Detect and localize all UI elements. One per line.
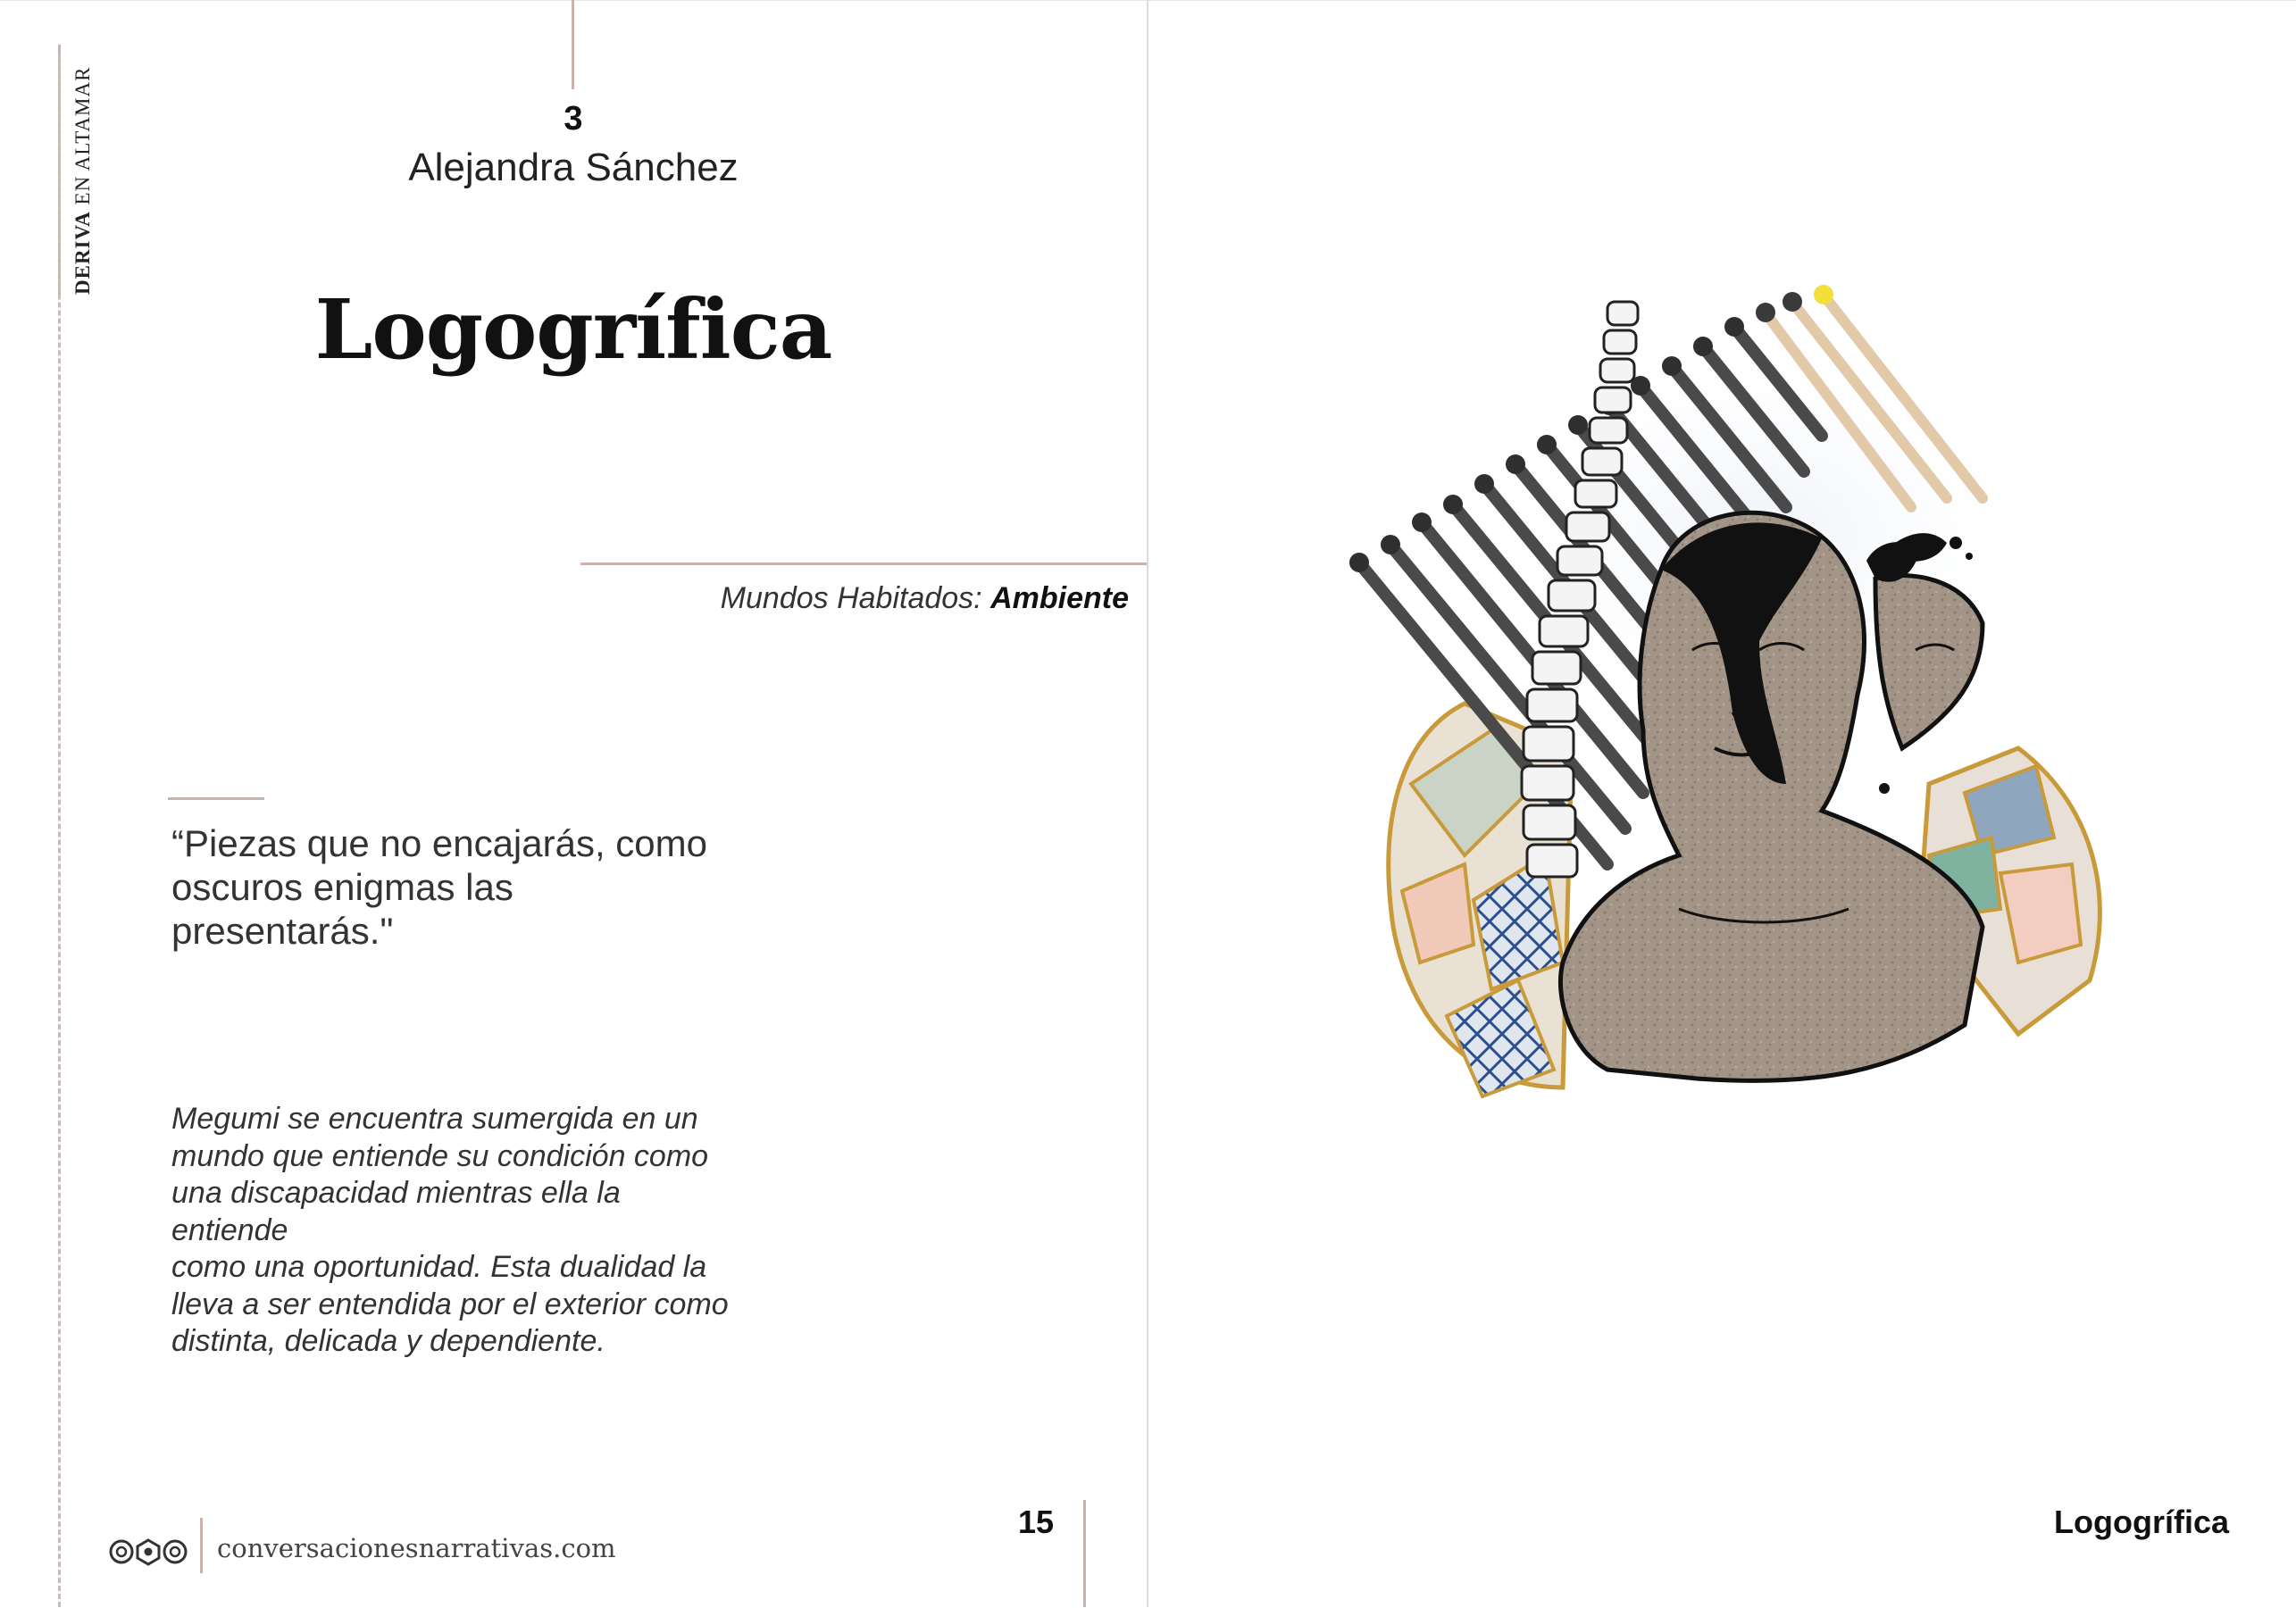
author-name: Alejandra Sánchez: [408, 146, 739, 189]
category-label: Mundos Habitados: Ambiente: [720, 581, 1129, 615]
page-number-rule: [1083, 1500, 1086, 1607]
left-page: [0, 0, 1147, 1608]
page-gutter: [1147, 0, 1148, 1607]
cc-license-icons: [109, 1536, 188, 1568]
category-name: Ambiente: [990, 581, 1129, 615]
quote-rule: [168, 797, 264, 800]
porcelain-shards-left: [1389, 704, 1572, 1096]
collage-illustration: [1340, 284, 2125, 1212]
chapter-number: 3: [564, 100, 583, 137]
running-title: Logogrífica: [2054, 1504, 2229, 1540]
top-tick-rule: [572, 0, 574, 89]
story-title: Logogrífica: [314, 281, 832, 378]
synopsis: Megumi se encuentra sumergida en un mundo que entiende su condición como una discapacidad mientras ella la entiende como una oportunidad. Esta dualidad la lleva a ser entendida por el exterior como distinta, delicada y dependiente.: [171, 1102, 729, 1358]
category-rule: [580, 562, 1147, 565]
series-label: DERIVA EN ALTAMAR: [71, 66, 94, 295]
page-number: 15: [1017, 1504, 1054, 1540]
footer-divider: [200, 1518, 203, 1573]
pull-quote: “Piezas que no encajarás, como oscuros enigmas las presentarás.": [171, 822, 707, 952]
footer-url[interactable]: conversacionesnarrativas.com: [217, 1533, 616, 1563]
